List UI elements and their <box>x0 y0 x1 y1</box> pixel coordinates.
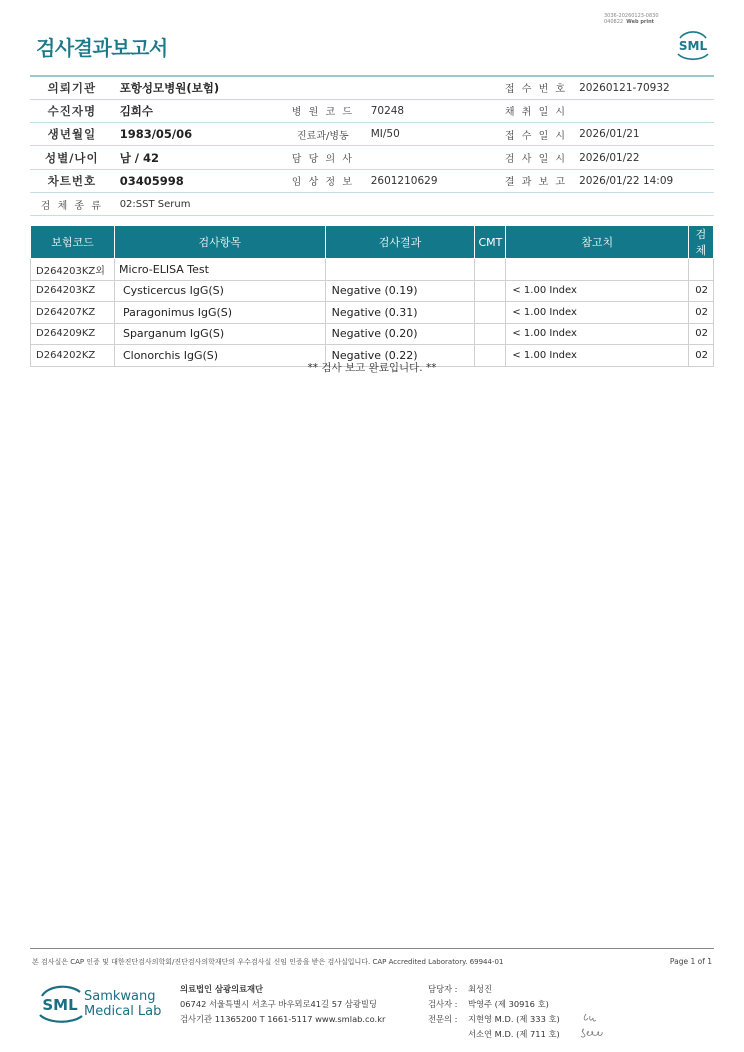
row-result: Negative (0.31) <box>325 302 475 324</box>
row-code: D264203KZ <box>31 280 115 302</box>
row-specimen: 02 <box>688 323 713 345</box>
receipt-no-value: 20260121-70932 <box>573 76 714 99</box>
specimen-type-label: 검 체 종 류 <box>30 192 114 215</box>
staff-list <box>428 982 560 1042</box>
specimen-type-value: 02:SST Serum <box>114 192 714 215</box>
info-row <box>30 123 714 146</box>
report-date-value: 2026/01/22 14:09 <box>573 169 714 192</box>
results-table <box>30 225 714 367</box>
receipt-date-value: 2026/01/21 <box>573 123 714 146</box>
receipt-date-label: 접 수 일 시 <box>499 123 573 146</box>
staff-row <box>428 1027 560 1042</box>
staff-row <box>428 982 560 997</box>
dob-value: 1983/05/06 <box>114 123 281 146</box>
row-code: D264207KZ <box>31 302 115 324</box>
col-header-ref: 참고치 <box>506 226 689 259</box>
chart-no-label: 차트번호 <box>30 169 114 192</box>
sex-age-value: 남 / 42 <box>114 146 281 169</box>
col-header-code: 보험코드 <box>31 226 115 259</box>
corporation-name: 의료법인 삼광의료재단 <box>180 984 264 994</box>
staff-role: 담당자 : <box>428 984 458 994</box>
patient-info-table <box>30 75 714 216</box>
info-row <box>30 99 714 122</box>
patient-name-label: 수진자명 <box>30 99 114 122</box>
doctor-label: 담 당 의 사 <box>281 146 365 169</box>
institution-value: 포항성모병원(보험) <box>114 76 499 99</box>
row-cmt <box>475 280 506 302</box>
corporation-contact: 검사기관 11365200 T 1661-5117 www.smlab.co.kr <box>180 1014 386 1024</box>
row-item: Paragonimus IgG(S) <box>114 302 325 324</box>
row-result: Negative (0.19) <box>325 280 475 302</box>
footer-divider <box>30 948 714 949</box>
hospital-code-value: 70248 <box>365 99 499 122</box>
row-item: Clonorchis IgG(S) <box>114 345 325 367</box>
clinical-info-label: 임 상 정 보 <box>281 169 365 192</box>
row-result: Negative (0.22) <box>325 345 475 367</box>
sex-age-label: 성별/나이 <box>30 146 114 169</box>
corporation-address: 06742 서울특별시 서초구 바우뫼로41길 57 삼광빌딩 <box>180 999 377 1009</box>
sml-footer-logo <box>36 980 88 1026</box>
col-header-item: 검사항목 <box>114 226 325 259</box>
hospital-code-label: 병 원 코 드 <box>281 99 365 122</box>
table-row <box>31 302 714 324</box>
row-item: Cysticercus IgG(S) <box>114 280 325 302</box>
group-code: D264203KZ외 <box>31 259 115 281</box>
report-complete-note: ** 검사 보고 완료입니다. ** <box>307 362 437 374</box>
sml-logo-text: SML <box>678 39 708 53</box>
collection-date-label: 채 취 일 시 <box>499 99 573 122</box>
info-row <box>30 169 714 192</box>
row-ref: < 1.00 Index <box>506 280 689 302</box>
row-cmt <box>475 302 506 324</box>
info-row <box>30 192 714 215</box>
institution-label: 의뢰기관 <box>30 76 114 99</box>
staff-name: 최성진 <box>468 984 493 994</box>
document-code: 3036-20260123-0830 040822 Web print <box>604 13 659 25</box>
row-code: D264202KZ <box>31 345 115 367</box>
row-ref: < 1.00 Index <box>506 323 689 345</box>
doctor-value <box>365 146 499 169</box>
test-date-label: 검 사 일 시 <box>499 146 573 169</box>
dept-label: 진료과/병동 <box>281 123 365 146</box>
row-specimen: 02 <box>688 302 713 324</box>
staff-name: 박영주 (제 30916 호) <box>468 999 549 1009</box>
info-row <box>30 146 714 169</box>
test-date-value: 2026/01/22 <box>573 146 714 169</box>
patient-name-value: 김희수 <box>114 99 281 122</box>
staff-name: 서소연 M.D. (제 711 호) <box>468 1029 560 1039</box>
certification-note: 본 검사실은 CAP 인증 및 대한진단검사의학회/진단검사의학재단의 우수검사실 신임 인증을 받은 검사실입니다. CAP Accredited Laboratory. 69944-01 <box>32 958 504 966</box>
dept-value: MI/50 <box>365 123 499 146</box>
staff-name: 지현영 M.D. (제 333 호) <box>468 1014 560 1024</box>
receipt-no-label: 접 수 번 호 <box>499 76 573 99</box>
sml-logo <box>672 26 714 62</box>
table-row <box>31 280 714 302</box>
table-row <box>31 323 714 345</box>
results-header-row <box>31 226 714 259</box>
col-header-specimen: 검체 <box>688 226 713 259</box>
report-date-label: 결 과 보 고 <box>499 169 573 192</box>
staff-role: 검사자 : <box>428 999 458 1009</box>
group-name: Micro-ELISA Test <box>114 259 325 281</box>
dob-label: 생년월일 <box>30 123 114 146</box>
chart-no-value: 03405998 <box>114 169 281 192</box>
sml-footer-logo-text: SML <box>42 996 78 1014</box>
row-item: Sparganum IgG(S) <box>114 323 325 345</box>
signature-image <box>578 1010 610 1042</box>
col-header-cmt: CMT <box>475 226 506 259</box>
row-ref: < 1.00 Index <box>506 345 689 367</box>
info-row <box>30 76 714 99</box>
staff-role: 전문의 : <box>428 1014 458 1024</box>
page-title: 검사결과보고서 <box>36 36 168 60</box>
clinical-info-value: 2601210629 <box>365 169 499 192</box>
web-print-label: Web print <box>626 19 655 25</box>
row-specimen: 02 <box>688 345 713 367</box>
collection-date-value <box>573 99 714 122</box>
row-specimen: 02 <box>688 280 713 302</box>
row-code: D264209KZ <box>31 323 115 345</box>
page-number: Page 1 of 1 <box>669 957 712 966</box>
row-cmt <box>475 323 506 345</box>
staff-row <box>428 1012 560 1027</box>
group-row <box>31 259 714 281</box>
corporation-info <box>180 982 385 1027</box>
row-ref: < 1.00 Index <box>506 302 689 324</box>
staff-row <box>428 997 560 1012</box>
col-header-result: 검사결과 <box>325 226 475 259</box>
row-result: Negative (0.20) <box>325 323 475 345</box>
brand-name: Samkwang Medical Lab <box>84 989 162 1019</box>
